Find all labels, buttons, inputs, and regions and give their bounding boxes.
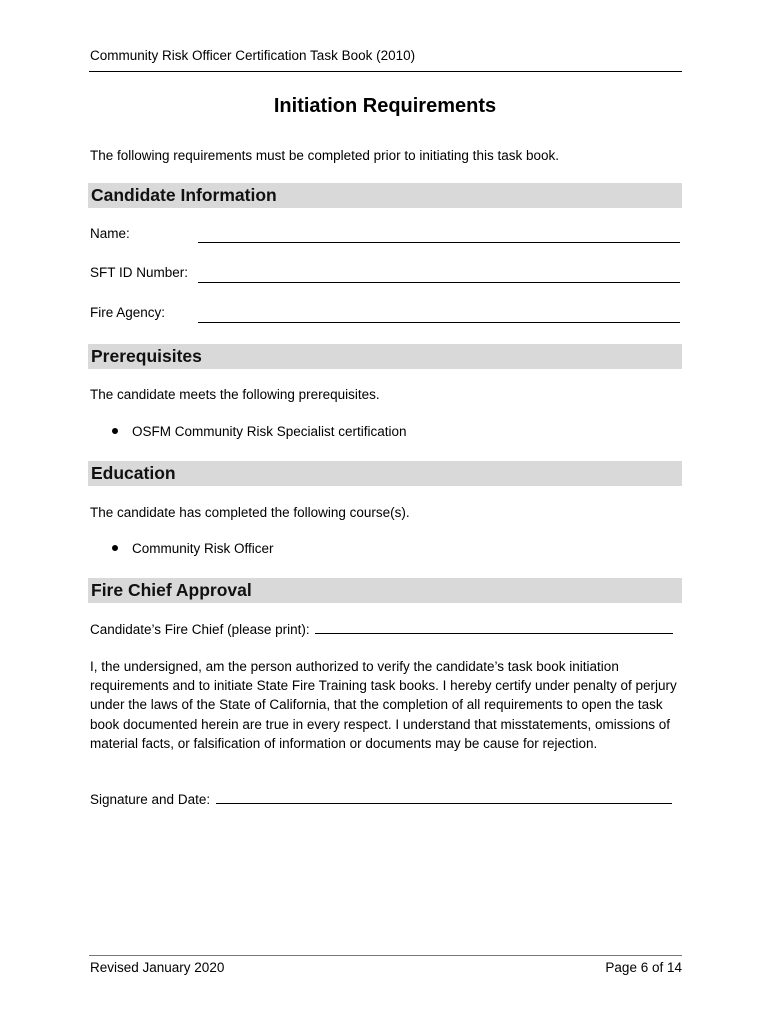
signature-date-field[interactable]	[216, 791, 672, 804]
page-title: Initiation Requirements	[273, 95, 497, 117]
header-divider	[89, 71, 682, 72]
name-label: Name:	[90, 226, 130, 241]
page-number: Page 6 of 14	[605, 960, 682, 975]
prerequisite-item: OSFM Community Risk Specialist certification	[132, 424, 407, 439]
intro-text: The following requirements must be completed prior to initiating this task book.	[90, 148, 559, 163]
name-field[interactable]	[198, 242, 680, 243]
revised-date: Revised January 2020	[90, 960, 225, 975]
fire-chief-approval-heading-bar	[88, 578, 682, 603]
fire-chief-label: Candidate’s Fire Chief (please print):	[90, 622, 310, 637]
education-heading-bar	[88, 461, 682, 486]
education-text: The candidate has completed the following course(s).	[90, 505, 410, 520]
education-item: Community Risk Officer	[132, 541, 274, 556]
prerequisites-heading-bar	[88, 344, 682, 369]
signature-label: Signature and Date:	[90, 792, 211, 807]
candidate-information-heading: Candidate Information	[91, 185, 277, 205]
fire-agency-field[interactable]	[198, 322, 680, 323]
fire-chief-row	[90, 621, 673, 637]
candidate-information-heading-bar	[88, 183, 682, 208]
signature-row	[90, 791, 672, 807]
list-item	[112, 541, 274, 556]
prerequisites-text: The candidate meets the following prerequisites.	[90, 387, 380, 402]
bullet-icon	[112, 428, 118, 434]
education-heading: Education	[91, 463, 176, 483]
prerequisites-heading: Prerequisites	[91, 346, 202, 366]
list-item	[112, 424, 407, 439]
sft-id-label: SFT ID Number:	[90, 265, 189, 280]
sft-id-field[interactable]	[198, 282, 680, 283]
fire-chief-field[interactable]	[315, 621, 673, 634]
running-header: Community Risk Officer Certification Task Book (2010)	[90, 48, 416, 63]
bullet-icon	[112, 545, 118, 551]
certification-statement: I, the undersigned, am the person authorized to verify the candidate’s task book initiation requirements and to initiate State Fire Training task books. I hereby certify under penalty of perjury under the laws of the State of California, that the completion of all requirements to open the task book documented herein are true in every respect. I understand that misstatements, omissions of material facts, or falsification of information or documents may be cause for rejection.	[90, 659, 677, 751]
footer-divider	[89, 955, 682, 956]
fire-chief-approval-heading: Fire Chief Approval	[91, 580, 252, 600]
fire-agency-label: Fire Agency:	[90, 305, 166, 320]
